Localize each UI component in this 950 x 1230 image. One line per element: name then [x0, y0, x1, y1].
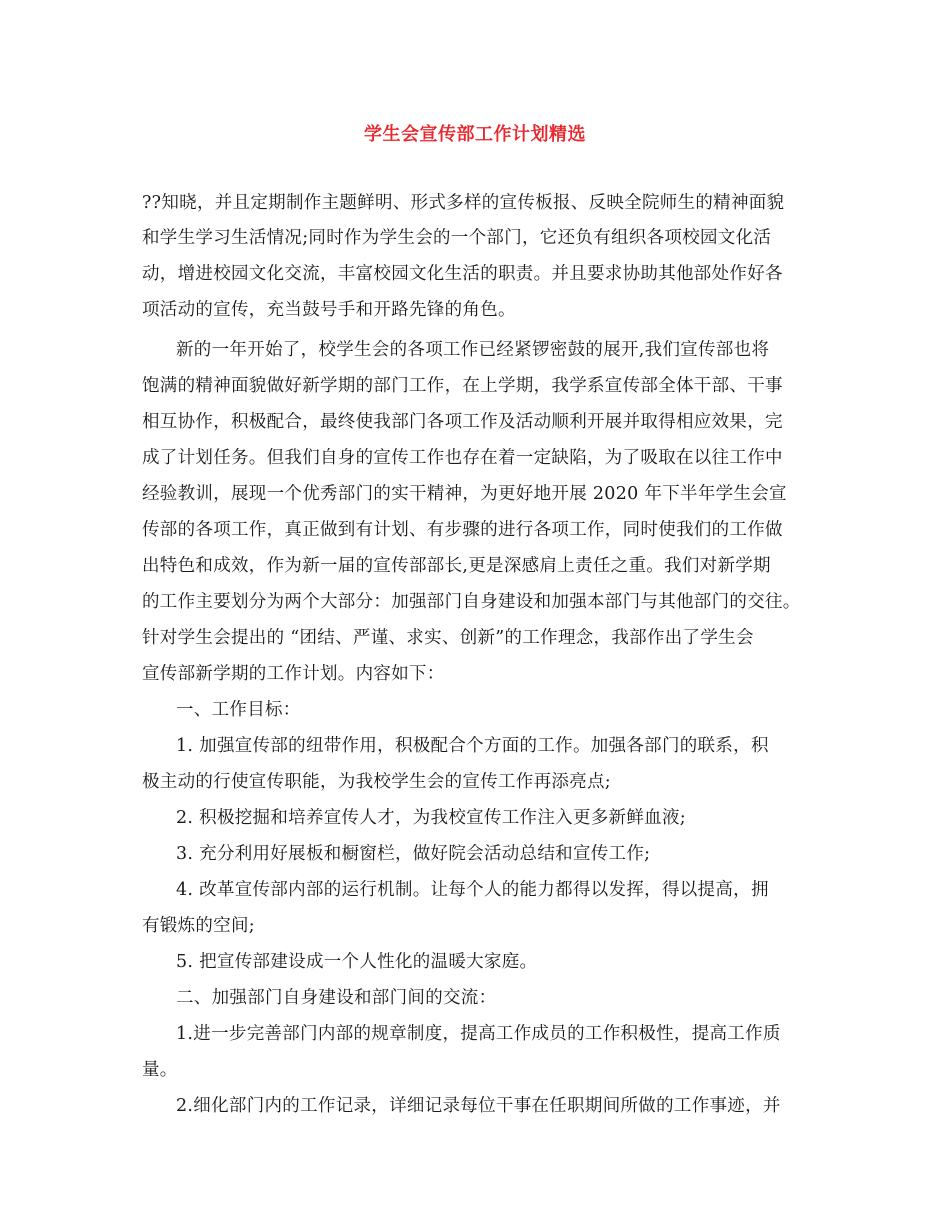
- text-line: 出特色和成效，作为新一届的宣传部部长,更是深感肩上责任之重。我们对新学期: [142, 556, 771, 576]
- text-line: 的工作主要划分为两个大部分：加强部门自身建设和加强本部门与其他部门的交往。: [142, 592, 801, 612]
- section-heading: 二、加强部门自身建设和部门间的交流：: [176, 988, 497, 1008]
- document-title: 学生会宣传部工作计划精选: [364, 124, 586, 145]
- text-line: 有锻炼的空间;: [142, 916, 255, 936]
- text-line: 和学生学习生活情况;同时作为学生会的一个部门，它还负有组织各项校园文化活: [142, 228, 772, 248]
- text-line: 饱满的精神面貌做好新学期的部门工作，在上学期，我学系宣传部全体干部、干事: [142, 376, 783, 396]
- text-line: 经验教训，展现一个优秀部门的实干精神，为更好地开展 2020 年下半年学生会宣: [142, 484, 787, 504]
- text-line: 成了计划任务。但我们自身的宣传工作也存在着一定缺陷，为了吸取在以往工作中: [142, 448, 783, 468]
- text-line: 相互协作，积极配合，最终使我部门各项工作及活动顺利开展并取得相应效果，完: [142, 412, 783, 432]
- text-line: 新的一年开始了，校学生会的各项工作已经紧锣密鼓的展开,我们宣传部也将: [176, 340, 770, 360]
- list-item: 5. 把宣传部建设成一个人性化的温暖大家庭。: [176, 952, 538, 972]
- text-line: 传部的各项工作，真正做到有计划、有步骤的进行各项工作，同时使我们的工作做: [142, 520, 783, 540]
- list-item: 1. 加强宣传部的纽带作用，积极配合个方面的工作。加强各部门的联系，积: [176, 736, 769, 756]
- text-line: 项活动的宣传，充当鼓号手和开路先锋的角色。: [142, 300, 516, 320]
- text-line: 量。: [142, 1060, 178, 1080]
- text-line: ??知晓，并且定期制作主题鲜明、形式多样的宣传板报、反映全院师生的精神面貌: [142, 193, 785, 213]
- list-item: 3. 充分利用好展板和橱窗栏，做好院会活动总结和宣传工作;: [176, 844, 651, 864]
- text-line: 针对学生会提出的 “团结、严谨、求实、创新”的工作理念，我部作出了学生会: [142, 628, 754, 648]
- list-item: 2.细化部门内的工作记录，详细记录每位干事在任职期间所做的工作事迹，并: [176, 1096, 781, 1116]
- list-item: 4. 改革宣传部内部的运行机制。让每个人的能力都得以发挥，得以提高，拥: [176, 880, 769, 900]
- section-heading: 一、工作目标：: [176, 700, 301, 720]
- text-line: 宣传部新学期的工作计划。内容如下：: [142, 664, 445, 684]
- text-line: 动，增进校园文化交流，丰富校园文化生活的职责。并且要求协助其他部处作好各: [142, 264, 783, 284]
- list-item: 1.进一步完善部门内部的规章制度，提高工作成员的工作积极性，提高工作质: [176, 1024, 781, 1044]
- text-line: 极主动的行使宣传职能，为我校学生会的宣传工作再添亮点;: [142, 772, 611, 792]
- list-item: 2. 积极挖掘和培养宣传人才，为我校宣传工作注入更多新鲜血液;: [176, 808, 686, 828]
